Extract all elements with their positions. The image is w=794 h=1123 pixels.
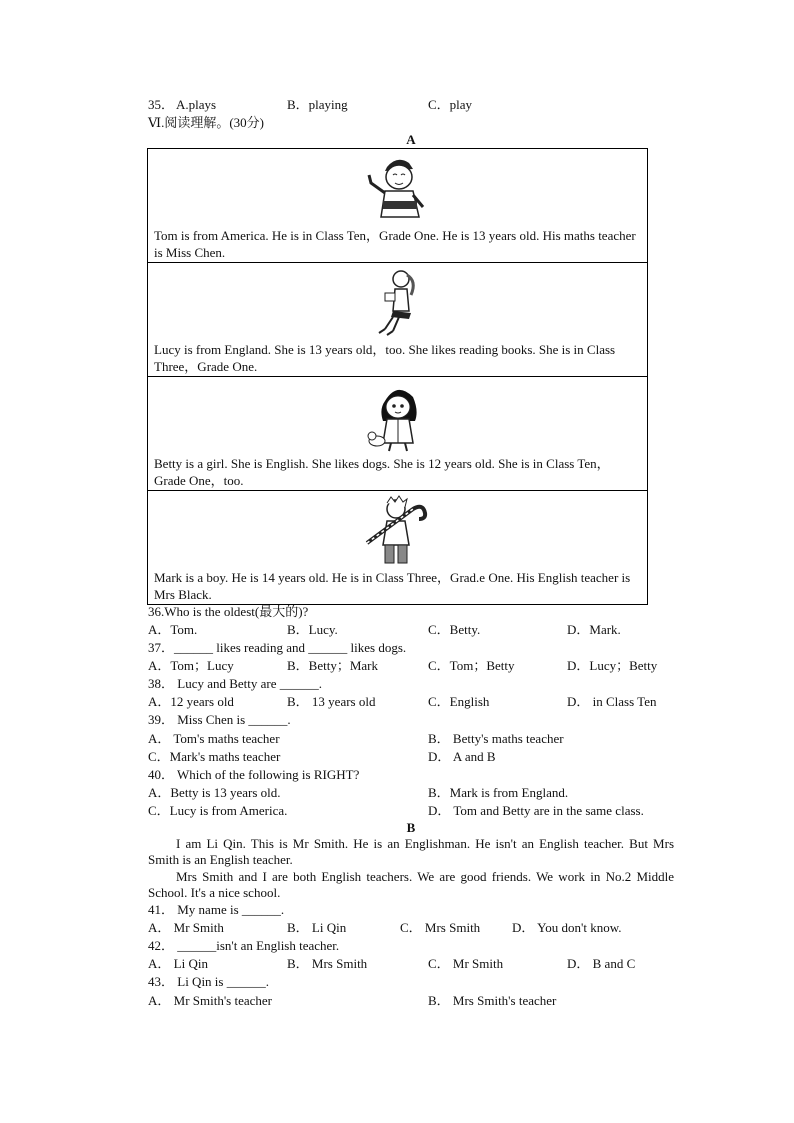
girl-dog-illustration <box>363 381 433 453</box>
q39-stem: 39． Miss Chen is ______. <box>148 712 291 727</box>
q38-stem: 38． Lucy and Betty are ______. <box>148 676 323 691</box>
q43-stem: 43． Li Qin is ______. <box>148 974 269 989</box>
q36-stem: 36.Who is the oldest(最大的)? <box>148 604 309 619</box>
q39-option-a: A． Tom's maths teacher <box>148 731 280 746</box>
part-a-label: A <box>406 132 416 147</box>
q42-option-a: A． Li Qin <box>148 956 208 971</box>
q37-option-c: C．Tom；Betty <box>428 658 515 673</box>
q39-option-d: D． A and B <box>428 749 496 764</box>
q36-option-b: B．Lucy. <box>287 622 338 637</box>
card-mark-text: Mark is a boy. He is 14 years old. He is in Class Three，Grad.e One. His English teacher is Mrs Black. <box>154 570 631 602</box>
q40-option-a: A．Betty is 13 years old. <box>148 785 281 800</box>
q39-option-c: C．Mark's maths teacher <box>148 749 281 764</box>
card-betty-text: Betty is a girl. She is English. She likes dogs. She is 12 years old. She is in Class Ten，Grade One，too. <box>154 456 610 488</box>
q36-option-c: C．Betty. <box>428 622 481 637</box>
q35-option-a: A.plays <box>176 97 217 112</box>
card-lucy-text: Lucy is from England. She is 13 years old，too. She likes reading books. She is in Class Three，Grade One. <box>154 342 616 374</box>
q40-stem: 40． Which of the following is RIGHT? <box>148 767 360 782</box>
q35-option-b: B．playing <box>287 97 348 112</box>
q37-stem: 37．______ likes reading and ______ likes dogs. <box>148 640 407 655</box>
q38-option-c: C．English <box>428 694 490 709</box>
girl-reading-illustration <box>363 267 433 339</box>
boy-cap-illustration <box>363 153 433 225</box>
card-lucy <box>148 263 647 377</box>
q42-option-c: C． Mr Smith <box>428 956 504 971</box>
q42-option-d: D． B and C <box>567 956 636 971</box>
q35-number: 35． <box>148 97 175 112</box>
q43-option-a: A． Mr Smith's teacher <box>148 993 273 1008</box>
q38-option-b: B． 13 years old <box>287 694 376 709</box>
q41-option-a: A． Mr Smith <box>148 920 224 935</box>
card-tom <box>148 149 647 263</box>
q42-option-b: B． Mrs Smith <box>287 956 368 971</box>
q36-option-a: A．Tom. <box>148 622 198 637</box>
q41-stem: 41． My name is ______. <box>148 902 285 917</box>
reading-cards-table <box>147 148 648 605</box>
q38-option-a: A．12 years old <box>148 694 234 709</box>
part-b-label: B <box>406 820 416 835</box>
q41-option-c: C． Mrs Smith <box>400 920 481 935</box>
card-betty <box>148 377 647 491</box>
q38-option-d: D． in Class Ten <box>567 694 657 709</box>
q41-option-d: D． You don't know. <box>512 920 622 935</box>
q37-option-b: B．Betty；Mark <box>287 658 378 673</box>
card-tom-text: Tom is from America. He is in Class Ten，Grade One. He is 13 years old. His maths teacher is Miss Chen. <box>154 228 636 260</box>
card-mark <box>148 491 647 604</box>
q36-option-d: D．Mark. <box>567 622 621 637</box>
q41-option-b: B． Li Qin <box>287 920 347 935</box>
q40-option-d: D． Tom and Betty are in the same class. <box>428 803 644 818</box>
q39-option-b: B． Betty's maths teacher <box>428 731 564 746</box>
section-title: Ⅵ.阅读理解。(30分) <box>148 115 264 130</box>
q40-option-c: C．Lucy is from America. <box>148 803 288 818</box>
q37-option-d: D．Lucy；Betty <box>567 658 658 673</box>
q37-option-a: A．Tom；Lucy <box>148 658 234 673</box>
q40-option-b: B．Mark is from England. <box>428 785 569 800</box>
q43-option-b: B． Mrs Smith's teacher <box>428 993 557 1008</box>
part-b-paragraph-2: Mrs Smith and I are both English teachers. We are good friends. We work in No.2 Middle School. It's a nice school. <box>148 869 674 900</box>
q42-stem: 42． ______isn't an English teacher. <box>148 938 340 953</box>
boy-candy-cane-illustration <box>363 495 433 567</box>
part-b-paragraph-1: I am Li Qin. This is Mr Smith. He is an Englishman. He isn't an English teacher. But Mrs Smith is an English teacher. <box>148 836 674 867</box>
q35-option-c: C．play <box>428 97 473 112</box>
